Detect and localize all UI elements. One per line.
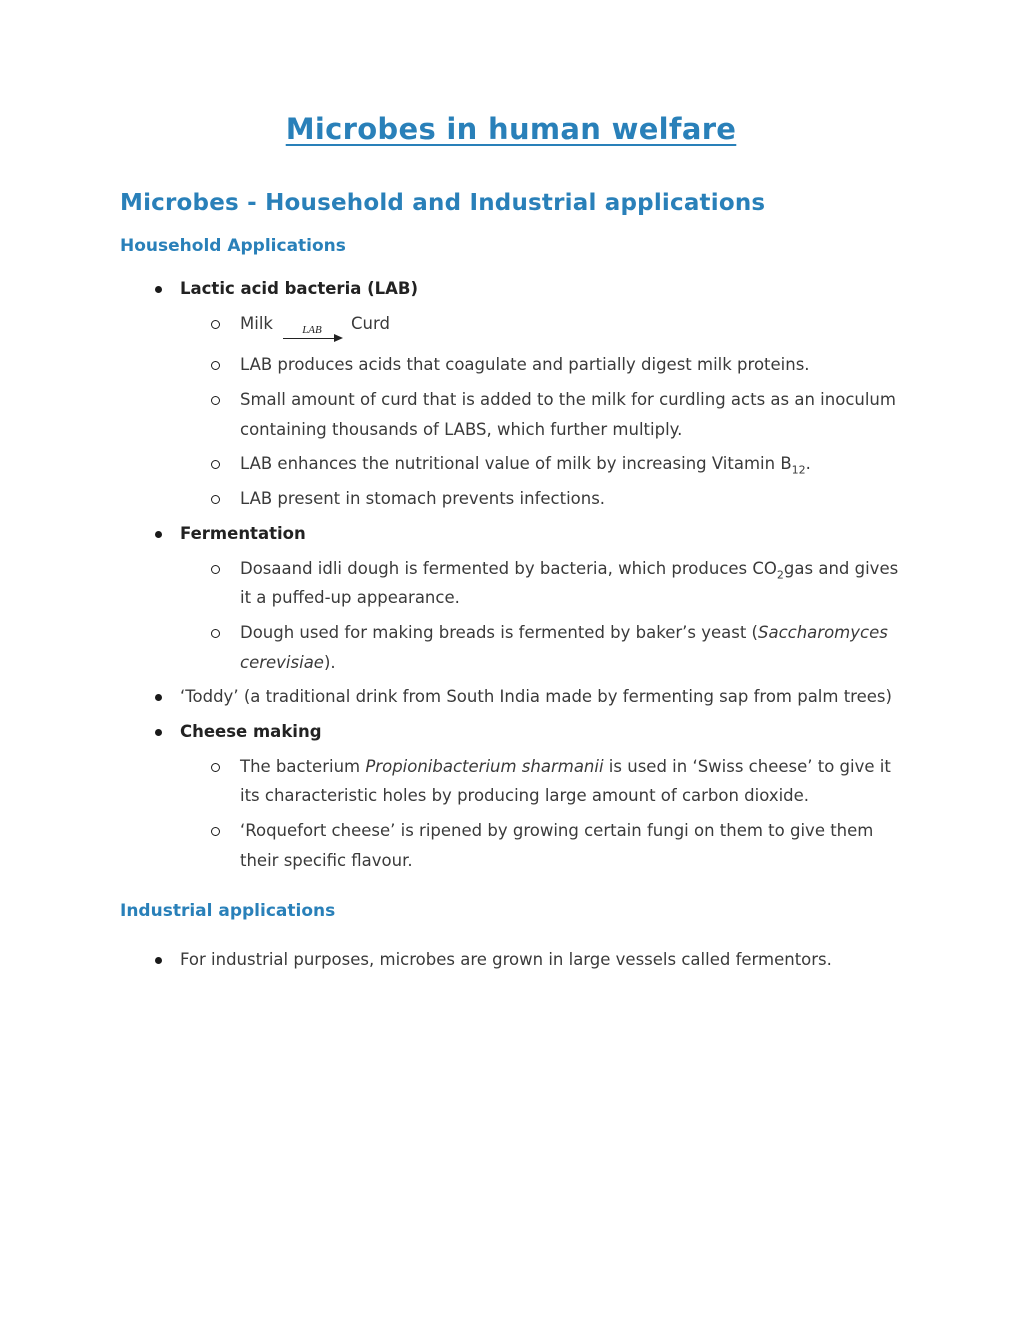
list-item-toddy [120, 682, 902, 712]
bacterium-species-name: Propionibacterium sharmanii [365, 756, 604, 776]
stomach-text: LAB present in stomach prevents infections. [240, 489, 606, 509]
lab-produces-text: LAB produces acids that coagulate and partially digest milk proteins. [240, 355, 810, 375]
list-item-lab-produces-acids [180, 350, 902, 380]
lab-label: Lactic acid bacteria (LAB) [180, 279, 419, 298]
swiss-text-tail: is used in ‘Swiss cheese’ to give it its characteristic holes by producing large amount of carbon dioxide. [240, 756, 891, 806]
list-item-vitamin-b12 [180, 449, 902, 479]
lab-sublist [180, 309, 902, 514]
list-item-lab-stomach [180, 484, 902, 514]
reaction-arrow [283, 324, 341, 346]
arrow-label: LAB [302, 323, 322, 336]
cheese-sublist [180, 752, 902, 876]
list-item-cheese-making [120, 717, 902, 875]
milk-text: Milk [240, 313, 273, 333]
curd-text: Curd [350, 313, 390, 333]
list-item-bread-yeast [180, 618, 902, 677]
list-item-fermentation [120, 519, 902, 677]
list-item-roquefort-cheese [180, 816, 902, 875]
household-list [120, 274, 902, 875]
vitamin-text: LAB enhances the nutritional value of milk by increasing Vitamin B [240, 454, 792, 474]
dosa-text-tail: gas and gives it a puffed-up appearance. [240, 558, 899, 608]
list-item-fermentors [120, 945, 902, 975]
list-item-lactic-acid-bacteria [120, 274, 902, 514]
list-item-swiss-cheese [180, 752, 902, 811]
toddy-text: ‘Toddy’ (a traditional drink from South India made by fermenting sap from palm trees) [180, 687, 892, 707]
cheese-label: Cheese making [180, 721, 322, 741]
fermentation-sublist [180, 554, 902, 678]
roquefort-text: ‘Roquefort cheese’ is ripened by growing certain fungi on them to give them their specific flavour. [240, 821, 874, 870]
household-applications-heading: Household Applications [120, 236, 346, 256]
industrial-applications-heading: Industrial applications [120, 901, 336, 922]
yeast-species-name: Saccharomyces cerevisiae [240, 622, 888, 672]
list-item-curd-inoculum [180, 385, 902, 444]
list-item-dosa-idli [180, 554, 902, 613]
list-item-milk-to-curd [180, 309, 902, 346]
bread-text: Dough used for making breads is fermented by baker’s yeast ( [240, 622, 758, 642]
vitamin-period: . [805, 454, 811, 474]
dosa-text: Dosaand idli dough is fermented by bacteria, which produces CO [240, 558, 777, 578]
co2-subscript: 2 [776, 567, 784, 581]
page-title: Microbes in human welfare [285, 112, 737, 146]
arrow-line-icon [283, 338, 341, 340]
fermentation-label: Fermentation [180, 523, 306, 543]
inoculum-text: Small amount of curd that is added to the milk for curdling acts as an inoculum containing thousands of LABS, which further multiply. [240, 390, 896, 439]
bread-text-tail: ). [323, 652, 336, 672]
swiss-text: The bacterium [240, 756, 366, 776]
industrial-list [120, 945, 902, 975]
main-section-heading: Microbes - Household and Industrial applications [120, 190, 766, 216]
fermentors-text: For industrial purposes, microbes are grown in large vessels called fermentors. [180, 950, 832, 970]
vitamin-subscript: 12 [791, 463, 806, 477]
